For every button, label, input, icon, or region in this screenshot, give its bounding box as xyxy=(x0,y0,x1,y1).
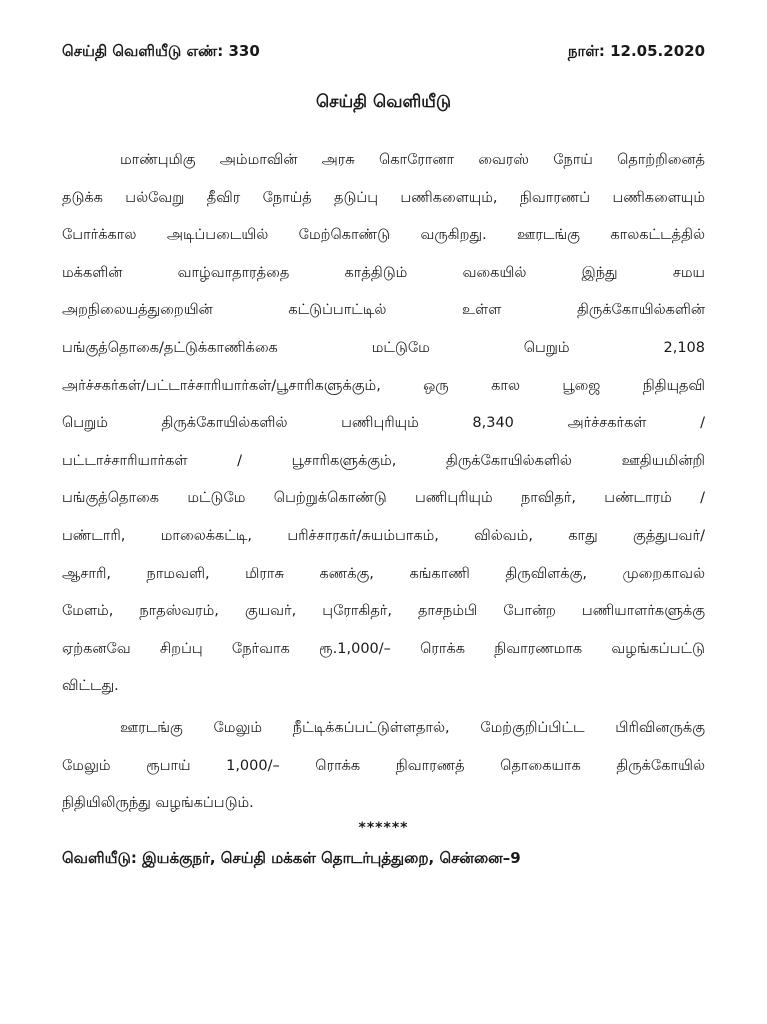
paragraph-line: பட்டாச்சாரியார்கள் / பூசாரிகளுக்கும், திருக்கோயில்களில் ஊதியமின்றி xyxy=(62,452,705,469)
paragraph-1 xyxy=(62,142,705,706)
paragraph-line: பெறும் திருக்கோயில்களில் பணிபுரியும் 8,340 அர்ச்சகர்கள் / xyxy=(62,415,705,432)
release-date: நாள்: 12.05.2020 xyxy=(567,42,705,60)
paragraph-line: பங்குத்தொகை மட்டுமே பெற்றுக்கொண்டு பணிபுரியும் நாவிதர், பண்டாரம் / xyxy=(62,490,705,507)
header-row xyxy=(62,40,705,64)
release-number: செய்தி வெளியீடு எண்: 330 xyxy=(62,42,260,60)
paragraph-line: நிதியிலிருந்து வழங்கப்படும். xyxy=(62,795,254,812)
paragraph-line: போர்க்கால அடிப்படையில் மேற்கொண்டு வருகிறது. ஊரடங்கு காலகட்டத்தில் xyxy=(62,227,705,244)
paragraph-line: ஆசாரி, நாமவளி, மிராசு கணக்கு, கங்காணி திருவிளக்கு, முறைகாவல் xyxy=(62,565,705,582)
paragraph-line: தடுக்க பல்வேறு தீவிர நோய்த் தடுப்பு பணிகளையும், நிவாரணப் பணிகளையும் xyxy=(62,189,705,206)
paragraph-2 xyxy=(62,710,705,823)
paragraph-line: பங்குத்தொகை/தட்டுக்காணிக்கை மட்டுமே பெறும் 2,108 xyxy=(62,339,705,356)
paragraph-line: மேலும் ரூபாய் 1,000/– ரொக்க நிவாரணத் தொகையாக திருக்கோயில் xyxy=(62,757,705,774)
body-text xyxy=(62,142,705,823)
paragraph-line: பண்டாரி, மாலைக்கட்டி, பரிச்சாரகர்/சுயம்பாகம், வில்வம், காது குத்துபவர்/ xyxy=(62,527,705,544)
paragraph-line: விட்டது. xyxy=(62,678,119,695)
paragraph-line: அர்ச்சகர்கள்/பட்டாச்சாரியார்கள்/பூசாரிகளுக்கும், ஒரு கால பூஜை நிதியுதவி xyxy=(62,377,705,394)
document-title: செய்தி வெளியீடு xyxy=(315,92,452,112)
paragraph-line: ஊரடங்கு மேலும் நீட்டிக்கப்பட்டுள்ளதால், மேற்குறிப்பிட்ட பிரிவினருக்கு xyxy=(120,719,705,736)
separator-stars: ****** xyxy=(358,820,409,836)
paragraph-line: மாண்புமிகு அம்மாவின் அரசு கொரோனா வைரஸ் நோய் தொற்றினைத் xyxy=(120,152,705,168)
paragraph-line: ஏற்கனவே சிறப்பு நேர்வாக ரூ.1,000/– ரொக்க நிவாரணமாக வழங்கப்பட்டு xyxy=(62,640,705,657)
issued-by-footer: வெளியீடு: இயக்குநர், செய்தி மக்கள் தொடர்புத்துறை, சென்னை–9 xyxy=(62,849,521,867)
paragraph-line: அறநிலையத்துறையின் கட்டுப்பாட்டில் உள்ள திருக்கோயில்களின் xyxy=(62,302,705,319)
paragraph-line: மக்களின் வாழ்வாதாரத்தை காத்திடும் வகையில் இந்து சமய xyxy=(62,264,705,281)
paragraph-line: மேளம், நாதஸ்வரம், குயவர், புரோகிதர், தாசநம்பி போன்ற பணியாளர்களுக்கு xyxy=(62,603,705,620)
